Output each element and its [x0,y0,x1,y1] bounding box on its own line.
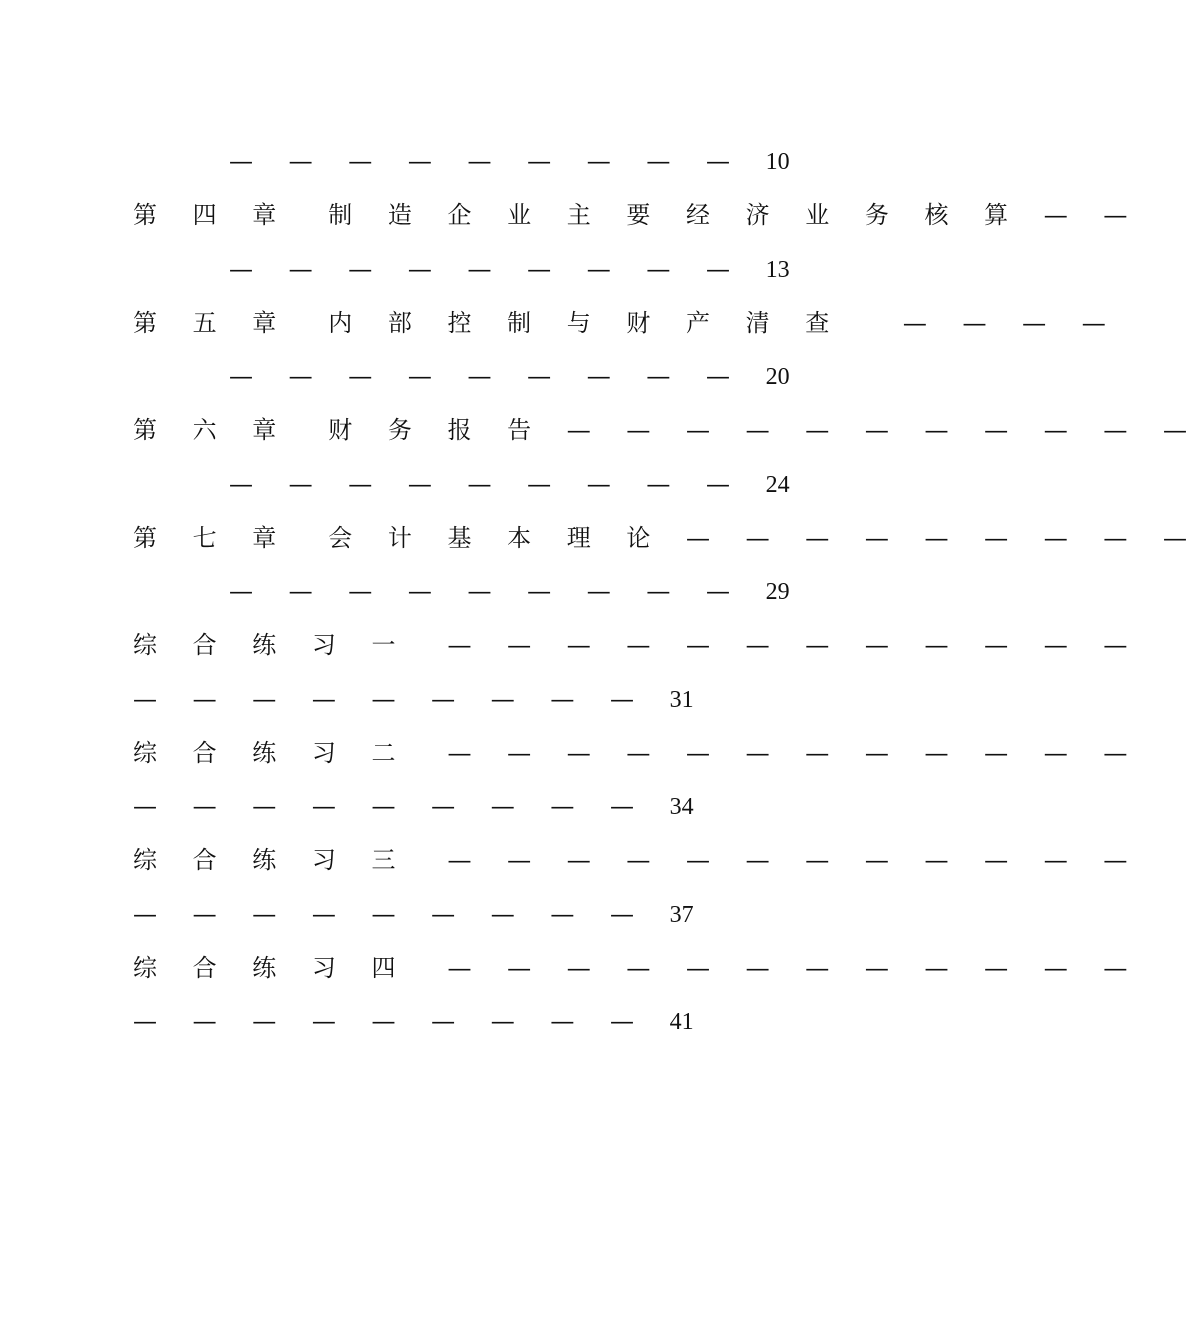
toc-leader: — — — — — — — — — [229,255,745,283]
toc-leader: — — — — — — — — — [133,900,649,928]
toc-line [133,305,1120,341]
toc-page-number: 13 [765,257,790,283]
toc-title: 第 四 章 制 造 企 业 主 要 经 济 业 务 核 算 — — [133,201,1142,229]
toc-title: 综 合 练 习 一 — — — — — — — — — — — — [133,631,1142,659]
toc-line [229,251,823,287]
toc-leader: — — — — — — — — — [133,1007,649,1035]
toc-line [133,520,1201,556]
toc-title: 第 六 章 财 务 报 告 — — — — — — — — — — — [133,416,1201,444]
toc-line [133,681,823,717]
toc-line [229,466,823,502]
toc-line [229,143,823,179]
toc-page-number: 10 [765,149,790,175]
toc-page-number: 24 [765,472,790,498]
toc-title: 综 合 练 习 四 — — — — — — — — — — — — [133,954,1142,982]
toc-page-number: 37 [669,902,694,928]
toc-page-number: 29 [765,579,790,605]
toc-line [133,197,1142,233]
toc-line [229,573,823,609]
toc-title: 综 合 练 习 二 — — — — — — — — — — — — [133,739,1142,767]
toc-leader: — — — — — — — — — [229,147,745,175]
toc-page-number: 20 [765,364,790,390]
toc-title: 第 七 章 会 计 基 本 理 论 — — — — — — — — — [133,524,1201,552]
toc-page-number: 34 [669,794,694,820]
toc-line [133,412,1201,448]
toc-line [133,627,1142,663]
toc-line [133,735,1142,771]
toc-line [133,788,823,824]
toc-line [133,1003,823,1039]
toc-leader: — — — — — — — — — [229,362,745,390]
toc-page-number: 41 [669,1009,694,1035]
toc-line [133,950,1142,986]
toc-line [133,896,823,932]
toc-leader: — — — — — — — — — [133,685,649,713]
toc-leader: — — — — — — — — — [229,577,745,605]
toc-line [133,842,1142,878]
toc-leader: — — — — — — — — — [229,470,745,498]
toc-title: 综 合 练 习 三 — — — — — — — — — — — — [133,846,1142,874]
toc-line [229,358,823,394]
toc-page-number: 31 [669,687,694,713]
toc-title: 第 五 章 内 部 控 制 与 财 产 清 查 — — — — [133,309,1120,337]
toc-leader: — — — — — — — — — [133,792,649,820]
